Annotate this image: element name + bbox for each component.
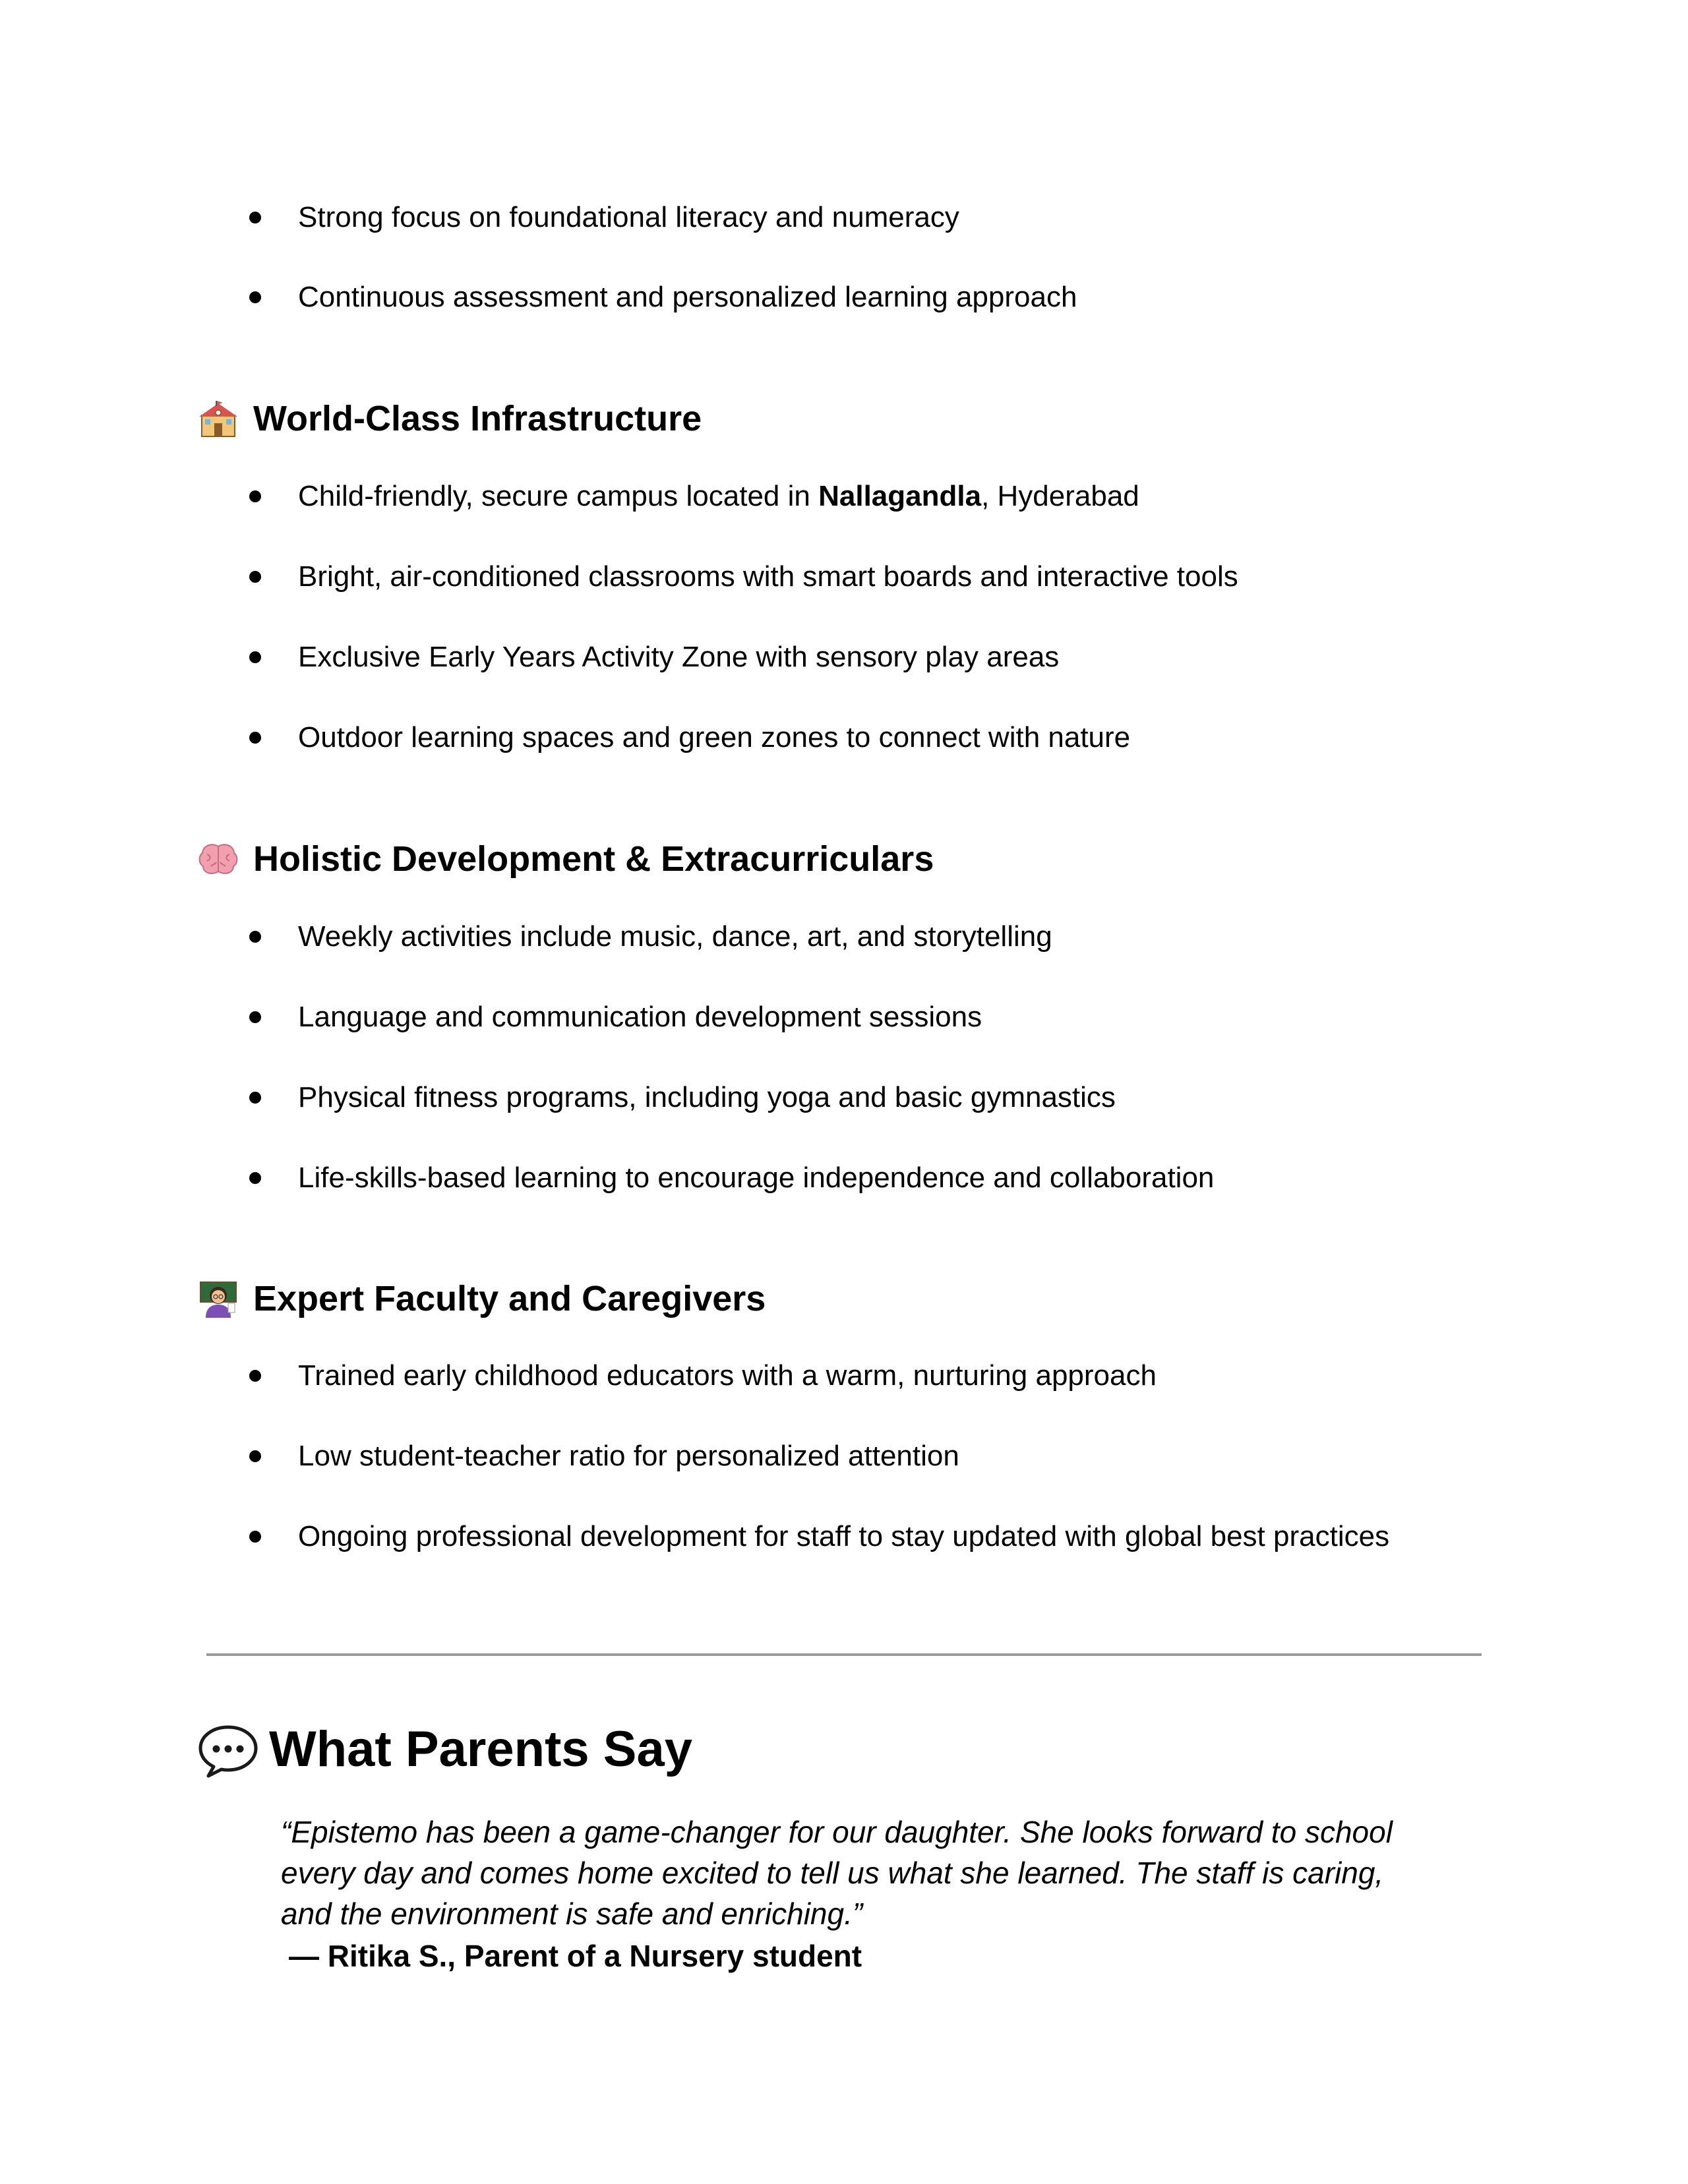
list-item-text: Continuous assessment and personalized learning approach bbox=[298, 281, 1077, 313]
bullet-dot bbox=[249, 1092, 261, 1104]
brain-icon bbox=[198, 841, 239, 878]
list-item-text: Low student-teacher ratio for personalized attention bbox=[298, 1440, 959, 1472]
list-item-text: Outdoor learning spaces and green zones to connect with nature bbox=[298, 721, 1131, 753]
bullet-dot bbox=[249, 732, 261, 744]
list-item-text: Bright, air-conditioned classrooms with smart boards and interactive tools bbox=[298, 560, 1238, 593]
testimonial-quote bbox=[281, 1812, 1441, 1934]
list-item-text: Language and communication development sessions bbox=[298, 1001, 982, 1033]
school-icon bbox=[198, 401, 239, 438]
bullet-dot bbox=[249, 1531, 261, 1543]
list-item-text: Strong focus on foundational literacy and numeracy bbox=[298, 201, 959, 233]
list-item-text: Ongoing professional development for staff to stay updated with global best practices bbox=[298, 1520, 1390, 1552]
list-item-text: Exclusive Early Years Activity Zone with sensory play areas bbox=[298, 641, 1060, 673]
list-item-text: Physical fitness programs, including yoga and basic gymnastics bbox=[298, 1081, 1116, 1113]
bullet-dot bbox=[249, 212, 261, 223]
section-heading-text: Holistic Development & Extracurriculars bbox=[253, 839, 934, 879]
bullet-dot bbox=[249, 1172, 261, 1184]
list-item-text: Weekly activities include music, dance, art, and storytelling bbox=[298, 920, 1052, 953]
bold-location: Nallagandla bbox=[818, 480, 982, 512]
testimonial-attribution: — Ritika S., Parent of a Nursery student bbox=[289, 1939, 862, 1973]
bullet-dot bbox=[249, 651, 261, 663]
bullet-dot bbox=[249, 1450, 261, 1462]
bullet-dot bbox=[249, 1011, 261, 1023]
bullet-dot bbox=[249, 571, 261, 583]
teacher-icon bbox=[198, 1281, 239, 1318]
bullet-dot bbox=[249, 931, 261, 943]
list-item-text: Trained early childhood educators with a warm, nurturing approach bbox=[298, 1359, 1157, 1392]
testimonials-heading-text: What Parents Say bbox=[269, 1721, 692, 1777]
bullet-dot bbox=[249, 291, 261, 303]
list-item-text: Life-skills-based learning to encourage independence and collaboration bbox=[298, 1162, 1215, 1194]
speech-bubble-icon bbox=[198, 1723, 258, 1779]
bullet-dot bbox=[249, 1370, 261, 1382]
quote-line: “Epistemo has been a game-changer for our daughter. She looks forward to school bbox=[281, 1815, 1393, 1849]
quote-line: and the environment is safe and enriching.” bbox=[281, 1897, 863, 1931]
list-item-text: Child-friendly, secure campus located in Nallagandla, Hyderabad bbox=[298, 480, 1139, 512]
section-heading-text: World-Class Infrastructure bbox=[253, 399, 702, 438]
section-heading-text: Expert Faculty and Caregivers bbox=[253, 1279, 766, 1318]
horizontal-divider bbox=[206, 1653, 1482, 1656]
quote-line: every day and comes home excited to tell us what she learned. The staff is caring, bbox=[281, 1856, 1384, 1890]
bullet-dot bbox=[249, 490, 261, 502]
